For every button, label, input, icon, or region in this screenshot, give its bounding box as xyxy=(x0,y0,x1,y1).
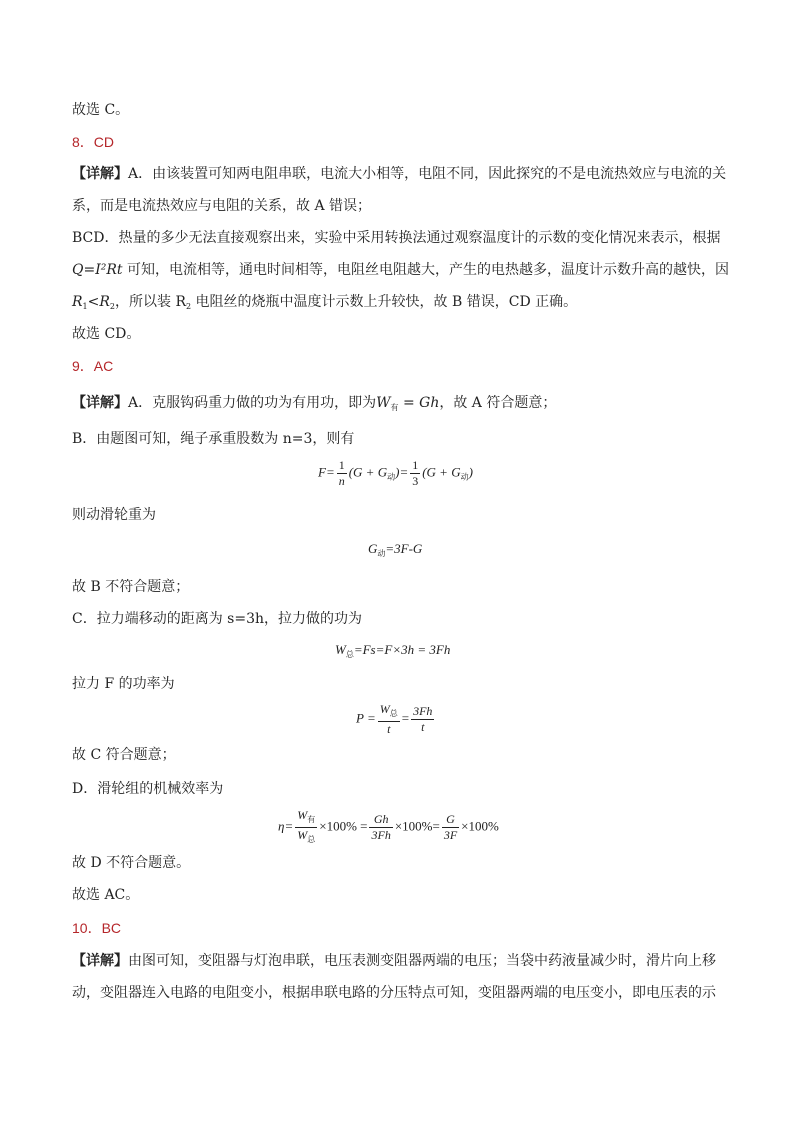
formula-power: P = $\frac{W_总}{t}$ = $\frac{3Fh}{t}$ xyxy=(356,702,433,736)
formula-efficiency: η= $\frac{W_有}{W_总}$ ×100% = $\frac{Gh}{3Fh}$ ×100%= $\frac{G}{3F}$ ×100% xyxy=(278,808,499,844)
text-line: 【详解】由图可知，变阻器与灯泡串联，电压表测变阻器两端的电压；当袋中药液量减少时，滑片向上移 xyxy=(72,953,716,969)
text-line: Q=I²Rt 可知，电流相等，通电时间相等，电阻丝电阻越大，产生的电热越多，温度计示数升高的越快，因 xyxy=(72,262,729,278)
text-line: BCD．热量的多少无法直接观察出来，实验中采用转换法通过观察温度计的示数的变化情况来表示，根据 xyxy=(72,230,721,246)
text-line: 则动滑轮重为 xyxy=(72,507,156,523)
formula-pulling-force: F= $\frac{1}{n}$ $(G + G_动)=$ $\frac{1}{3}$ $(G + G_动)$ xyxy=(318,458,473,488)
text-line: D．滑轮组的机械效率为 xyxy=(72,781,224,797)
text-line: 故 C 符合题意； xyxy=(72,747,176,763)
text-line: B．由题图可知，绳子承重股数为 n=3，则有 xyxy=(72,431,355,447)
text-line: 【详解】A．由该装置可知两电阻串联，电流大小相等，电阻不同，因此探究的不是电流热效应与电流的关 xyxy=(72,166,727,182)
text-line: 【详解】A．克服钩码重力做的功为有用功，即为$W_有 = Gh$，故 A 符合题意； xyxy=(72,395,557,412)
text-line: 故 D 不符合题意。 xyxy=(72,855,191,871)
text-line: 动，变阻器连入电路的电阻变小，根据串联电路的分压特点可知，变阻器两端的电压变小，即电压表的示 xyxy=(72,985,716,1001)
answer-heading-9: 9．AC xyxy=(72,358,114,374)
answer-heading-8: 8．CD xyxy=(72,134,115,150)
text-line: 系，而是电流热效应与电阻的关系，故 A 错误； xyxy=(72,198,372,214)
text-line: 故选 CD。 xyxy=(72,326,141,342)
formula-total-work: $W_总=Fs=F\times 3h = 3Fh$ xyxy=(335,642,451,659)
text-line: 拉力 F 的功率为 xyxy=(72,676,175,692)
formula-pulley-weight: $G_动=3F-G$ xyxy=(368,541,423,558)
text-line: 故选 C。 xyxy=(72,102,130,118)
text-line: 故选 AC。 xyxy=(72,887,140,903)
text-line: $R_1<R_2$，所以装 $R_2$ 电阻丝的烧瓶中温度计示数上升较快，故 B 错误，CD 正确。 xyxy=(72,294,578,311)
answer-heading-10: 10．BC xyxy=(72,920,122,936)
text-line: 故 B 不符合题意； xyxy=(72,579,190,595)
text-line: C．拉力端移动的距离为 s=3h，拉力做的功为 xyxy=(72,611,362,627)
